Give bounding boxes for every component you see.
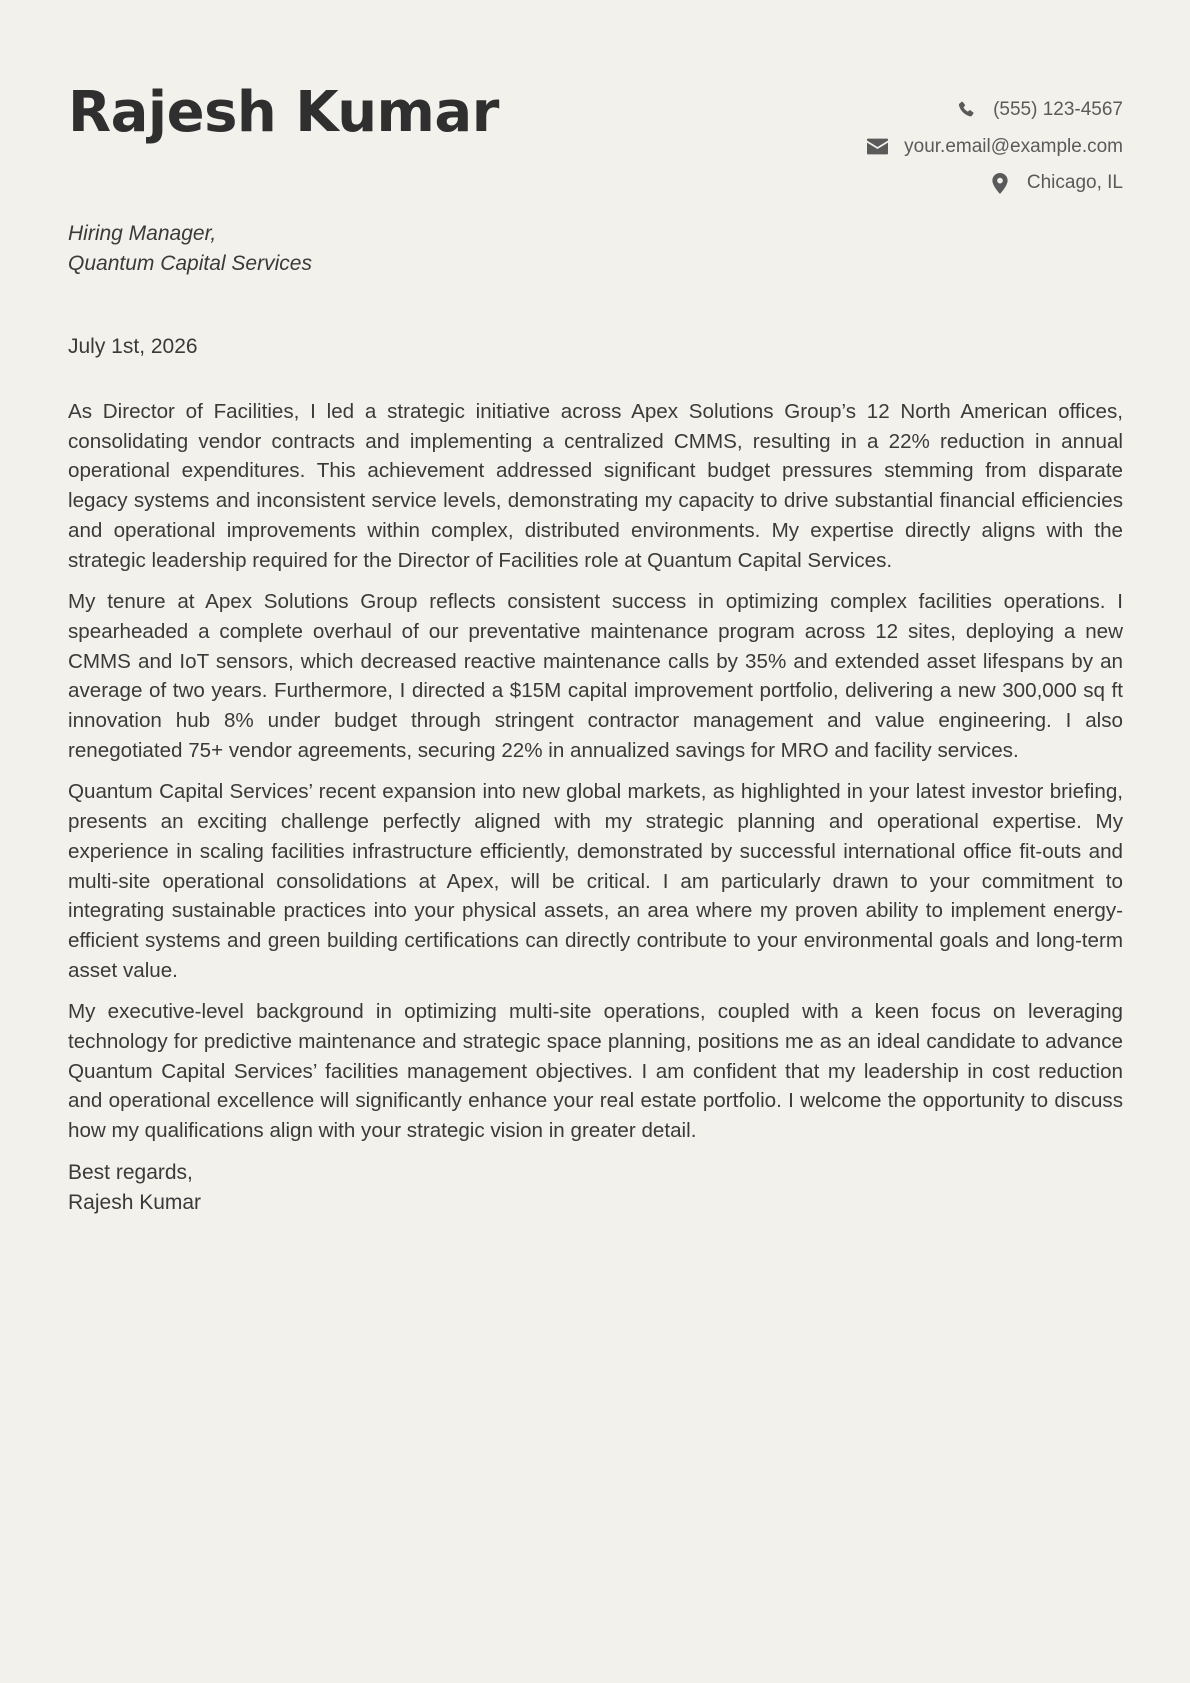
body-paragraph: My tenure at Apex Solutions Group reflects consistent success in optimizing complex facilities operations. I spearheaded a complete overhaul of our preventative maintenance program across 12 sites, deploying a new CMMS and IoT sensors, which decreased reactive maintenance calls by 35% and extended asset lifespans by an average of two years. Furthermore, I directed a $15M capital improvement portfolio, delivering a new 300,000 sq ft innovation hub 8% under budget through stringent contractor management and value engineering. I also renegotiated 75+ vendor agreements, securing 22% in annualized savings for MRO and facility services.	[68, 590, 1123, 762]
recipient-company: Quantum Capital Services	[68, 252, 312, 275]
email-text: your.email@example.com	[904, 135, 1123, 157]
letter-body	[68, 397, 1123, 1217]
applicant-name: Rajesh Kumar	[68, 80, 499, 145]
contact-phone	[866, 92, 1123, 129]
contact-block	[866, 92, 1123, 202]
recipient-line: Hiring Manager,	[68, 222, 217, 245]
phone-text: (555) 123-4567	[993, 99, 1123, 121]
signoff-block	[68, 1158, 1123, 1217]
contact-location	[866, 165, 1123, 202]
cover-letter-page	[68, 0, 1123, 1214]
recipient-block	[68, 219, 312, 279]
envelope-icon	[866, 136, 888, 158]
letter-header	[68, 0, 1123, 200]
body-paragraph: As Director of Facilities, I led a strategic initiative across Apex Solutions Group’s 12 North American offices, consolidating vendor contracts and implementing a centralized CMMS, resulting in a 22% reduction in annual operational expenditures. This achievement addressed significant budget pressures stemming from disparate legacy systems and inconsistent service levels, demonstrating my capacity to drive substantial financial efficiencies and operational improvements within complex, distributed environments. My expertise directly aligns with the strategic leadership required for the Director of Facilities role at Quantum Capital Services.	[68, 400, 1123, 572]
signature: Rajesh Kumar	[68, 1190, 202, 1214]
body-paragraph: My executive-level background in optimizing multi-site operations, coupled with a keen focus on leveraging technology for predictive maintenance and strategic space planning, positions me as an ideal candidate to advance Quantum Capital Services’ facilities management objectives. I am confident that my leadership in cost reduction and operational excellence will significantly enhance your real estate portfolio. I welcome the opportunity to discuss how my qualifications align with your strategic vision in greater detail.	[68, 1000, 1123, 1143]
map-pin-icon	[989, 172, 1011, 194]
phone-icon	[955, 99, 977, 121]
contact-email	[866, 129, 1123, 166]
letter-date: July 1st, 2026	[68, 335, 198, 358]
body-paragraph: Quantum Capital Services’ recent expansion into new global markets, as highlighted in your latest investor briefing, presents an exciting challenge perfectly aligned with my strategic planning and operational expertise. My experience in scaling facilities infrastructure efficiently, demonstrated by successful international office fit-outs and multi-site operational consolidations at Apex, will be critical. I am particularly drawn to your commitment to integrating sustainable practices into your physical assets, an area where my proven ability to implement energy-efficient systems and green building certifications can directly contribute to your environmental goals and long-term asset value.	[68, 780, 1123, 982]
closing: Best regards,	[68, 1160, 193, 1184]
location-text: Chicago, IL	[1026, 172, 1123, 194]
